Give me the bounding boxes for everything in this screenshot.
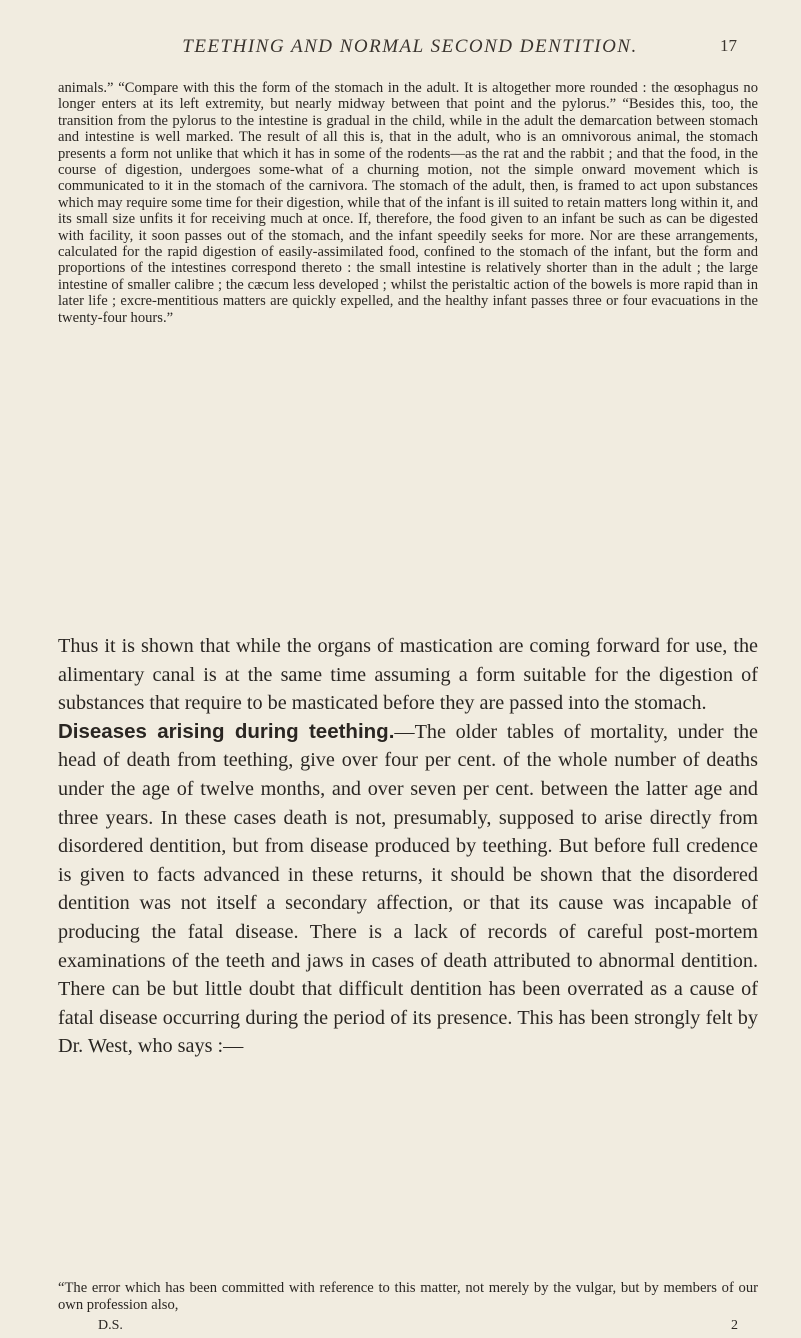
footer-signature-row xyxy=(98,1318,738,1334)
page-number: 17 xyxy=(720,36,737,55)
quoted-paragraph: animals.” “Compare with this the form of the stomach in the adult. It is altogether more rounded : the œsophagus no longer enters at its left extremity, but nearly midway between that point and the pylorus.” “Besides this, too, the transition from the pylorus to the intestine is gradual in the child, while in the adult the demarcation between stomach and intestine is well marked. The result of all this is, that in the adult, who is an omnivorous animal, the stomach presents a form not unlike that which it has in some of the rodents—as the rat and the rabbit ; and that the food, in the course of digestion, undergoes some-what of a churning motion, not the simple onward movement which is communicated to it in the stomach of the carnivora. The stomach of the adult, then, is framed to act upon substances which may require some time for their digestion, while that of the infant is ill suited to retain matters long within it, and its small size unfits it for receiving much at once. If, therefore, the food given to an infant be such as can be digested with facility, it soon passes out of the stomach, and the infant speedily seeks for more. Nor are these arrangements, calculated for the rapid digestion of easily-assimilated food, confined to the stomach of the infant, but the form and proportions of the intestines correspond thereto : the small intestine is relatively shorter than in the adult ; the large intestine of smaller calibre ; the cæcum less developed ; whilst the peristaltic action of the bowels is more rapid than in later life ; excre-mentitious matters are quickly expelled, and the healthy infant passes three or four evacuations in the twenty-four hours.” xyxy=(58,80,758,326)
printer-signature: D.S. xyxy=(98,1318,123,1333)
main-text xyxy=(58,632,758,1061)
diseases-section xyxy=(58,718,758,1061)
mastication-paragraph: Thus it is shown that while the organs of mastication are coming forward for use, the alimentary canal is at the same time assuming a form suitable for the digestion of substances that require to be masticated before they are passed into the stomach. xyxy=(58,635,758,715)
running-head-title: TEETHING AND NORMAL SECOND DENTITION. xyxy=(182,36,638,57)
closing-quote: “The error which has been committed with reference to this matter, not merely by the vulgar, but by members of our own profession also, xyxy=(58,1280,758,1313)
sheet-number: 2 xyxy=(731,1318,738,1333)
section-heading: Diseases arising during teething. xyxy=(58,719,395,743)
section-body: —The older tables of mortality, under the head of death from teething, give over four per cent. of the whole number of deaths under the age of twelve months, and over seven per cent. between the latter age and three years. In these cases death is not, presumably, supposed to arise directly from disordered dentition, but from disease produced by teething. But before full credence is given to facts advanced in these returns, it should be shown that the disordered dentition was not itself a secondary affection, or that its cause was incapable of producing the fatal disease. There is a lack of records of careful post-mortem examinations of the teeth and jaws in cases of death attributed to abnormal dentition. There can be but little doubt that difficult dentition has been overrated as a cause of fatal disease occurring during the period of its presence. This has been strongly felt by Dr. West, who says :— xyxy=(58,720,758,1058)
